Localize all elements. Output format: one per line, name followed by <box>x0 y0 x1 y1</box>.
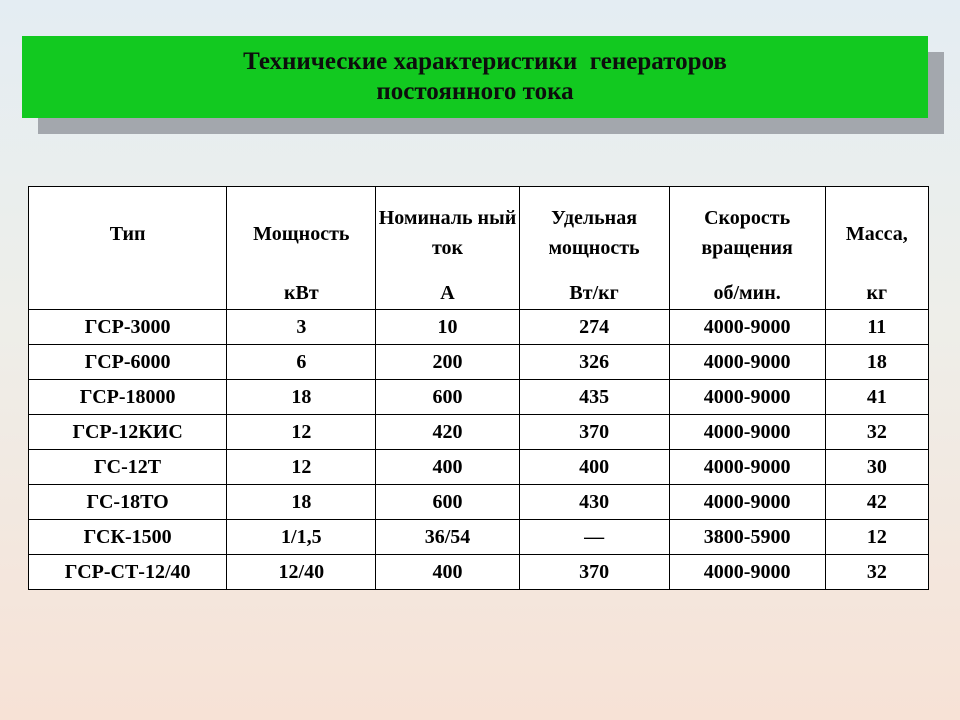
header-speed <box>669 187 825 310</box>
header-mass <box>825 187 928 310</box>
cell-mass: 32 <box>825 415 928 450</box>
cell-speed: 4000-9000 <box>669 555 825 590</box>
header-power-label: Мощность <box>253 223 350 245</box>
table-row <box>29 415 929 450</box>
cell-speed: 4000-9000 <box>669 450 825 485</box>
header-type-label: Тип <box>109 223 146 245</box>
cell-current: 10 <box>376 310 519 345</box>
header-mass-label: Масса, <box>845 223 908 245</box>
header-power <box>227 187 376 310</box>
cell-speed: 4000-9000 <box>669 415 825 450</box>
cell-speed: 4000-9000 <box>669 310 825 345</box>
cell-specific-power: 400 <box>519 450 669 485</box>
cell-speed: 4000-9000 <box>669 380 825 415</box>
cell-type: ГС-12Т <box>29 450 227 485</box>
header-specific-power-label: Удельная мощность <box>548 207 640 259</box>
header-speed-unit: об/мин. <box>713 282 781 304</box>
cell-type: ГСР-3000 <box>29 310 227 345</box>
cell-power: 18 <box>227 485 376 520</box>
header-current <box>376 187 519 310</box>
cell-specific-power: 370 <box>519 415 669 450</box>
slide-title <box>22 36 928 118</box>
header-type <box>29 187 227 310</box>
cell-current: 400 <box>376 450 519 485</box>
cell-power: 18 <box>227 380 376 415</box>
cell-specific-power: 370 <box>519 555 669 590</box>
cell-power: 6 <box>227 345 376 380</box>
cell-power: 1/1,5 <box>227 520 376 555</box>
cell-mass: 30 <box>825 450 928 485</box>
cell-mass: 12 <box>825 520 928 555</box>
cell-specific-power: 435 <box>519 380 669 415</box>
cell-current: 420 <box>376 415 519 450</box>
cell-power: 12/40 <box>227 555 376 590</box>
cell-current: 600 <box>376 485 519 520</box>
cell-speed: 3800-5900 <box>669 520 825 555</box>
header-current-label: Номиналь ный ток <box>378 207 517 259</box>
cell-speed: 4000-9000 <box>669 345 825 380</box>
cell-type: ГСР-12КИС <box>29 415 227 450</box>
header-speed-label: Скорость вращения <box>701 207 793 259</box>
cell-type: ГСР-6000 <box>29 345 227 380</box>
cell-type: ГС-18ТО <box>29 485 227 520</box>
cell-mass: 32 <box>825 555 928 590</box>
table-row <box>29 345 929 380</box>
table-row <box>29 520 929 555</box>
cell-mass: 41 <box>825 380 928 415</box>
cell-current: 36/54 <box>376 520 519 555</box>
table-row <box>29 485 929 520</box>
table-row <box>29 380 929 415</box>
cell-type: ГСК-1500 <box>29 520 227 555</box>
cell-current: 400 <box>376 555 519 590</box>
cell-power: 12 <box>227 415 376 450</box>
table-row <box>29 310 929 345</box>
cell-mass: 42 <box>825 485 928 520</box>
header-mass-unit: кг <box>866 282 888 304</box>
generator-spec-table <box>28 186 929 590</box>
cell-type: ГСР-18000 <box>29 380 227 415</box>
cell-specific-power: 326 <box>519 345 669 380</box>
cell-specific-power: 274 <box>519 310 669 345</box>
title-line-1: Технические характеристики генераторов <box>243 48 727 75</box>
cell-speed: 4000-9000 <box>669 485 825 520</box>
cell-power: 3 <box>227 310 376 345</box>
cell-specific-power: — <box>519 520 669 555</box>
header-current-unit: А <box>440 282 455 304</box>
cell-power: 12 <box>227 450 376 485</box>
title-line-2: постоянного тока <box>376 78 574 105</box>
table-row <box>29 555 929 590</box>
header-specific-power-unit: Вт/кг <box>569 282 619 304</box>
cell-current: 200 <box>376 345 519 380</box>
cell-specific-power: 430 <box>519 485 669 520</box>
header-specific-power <box>519 187 669 310</box>
cell-current: 600 <box>376 380 519 415</box>
table-header-row <box>29 187 929 310</box>
header-power-unit: кВт <box>283 282 319 304</box>
table-row <box>29 450 929 485</box>
cell-mass: 11 <box>825 310 928 345</box>
cell-mass: 18 <box>825 345 928 380</box>
cell-type: ГСР-СТ-12/40 <box>29 555 227 590</box>
